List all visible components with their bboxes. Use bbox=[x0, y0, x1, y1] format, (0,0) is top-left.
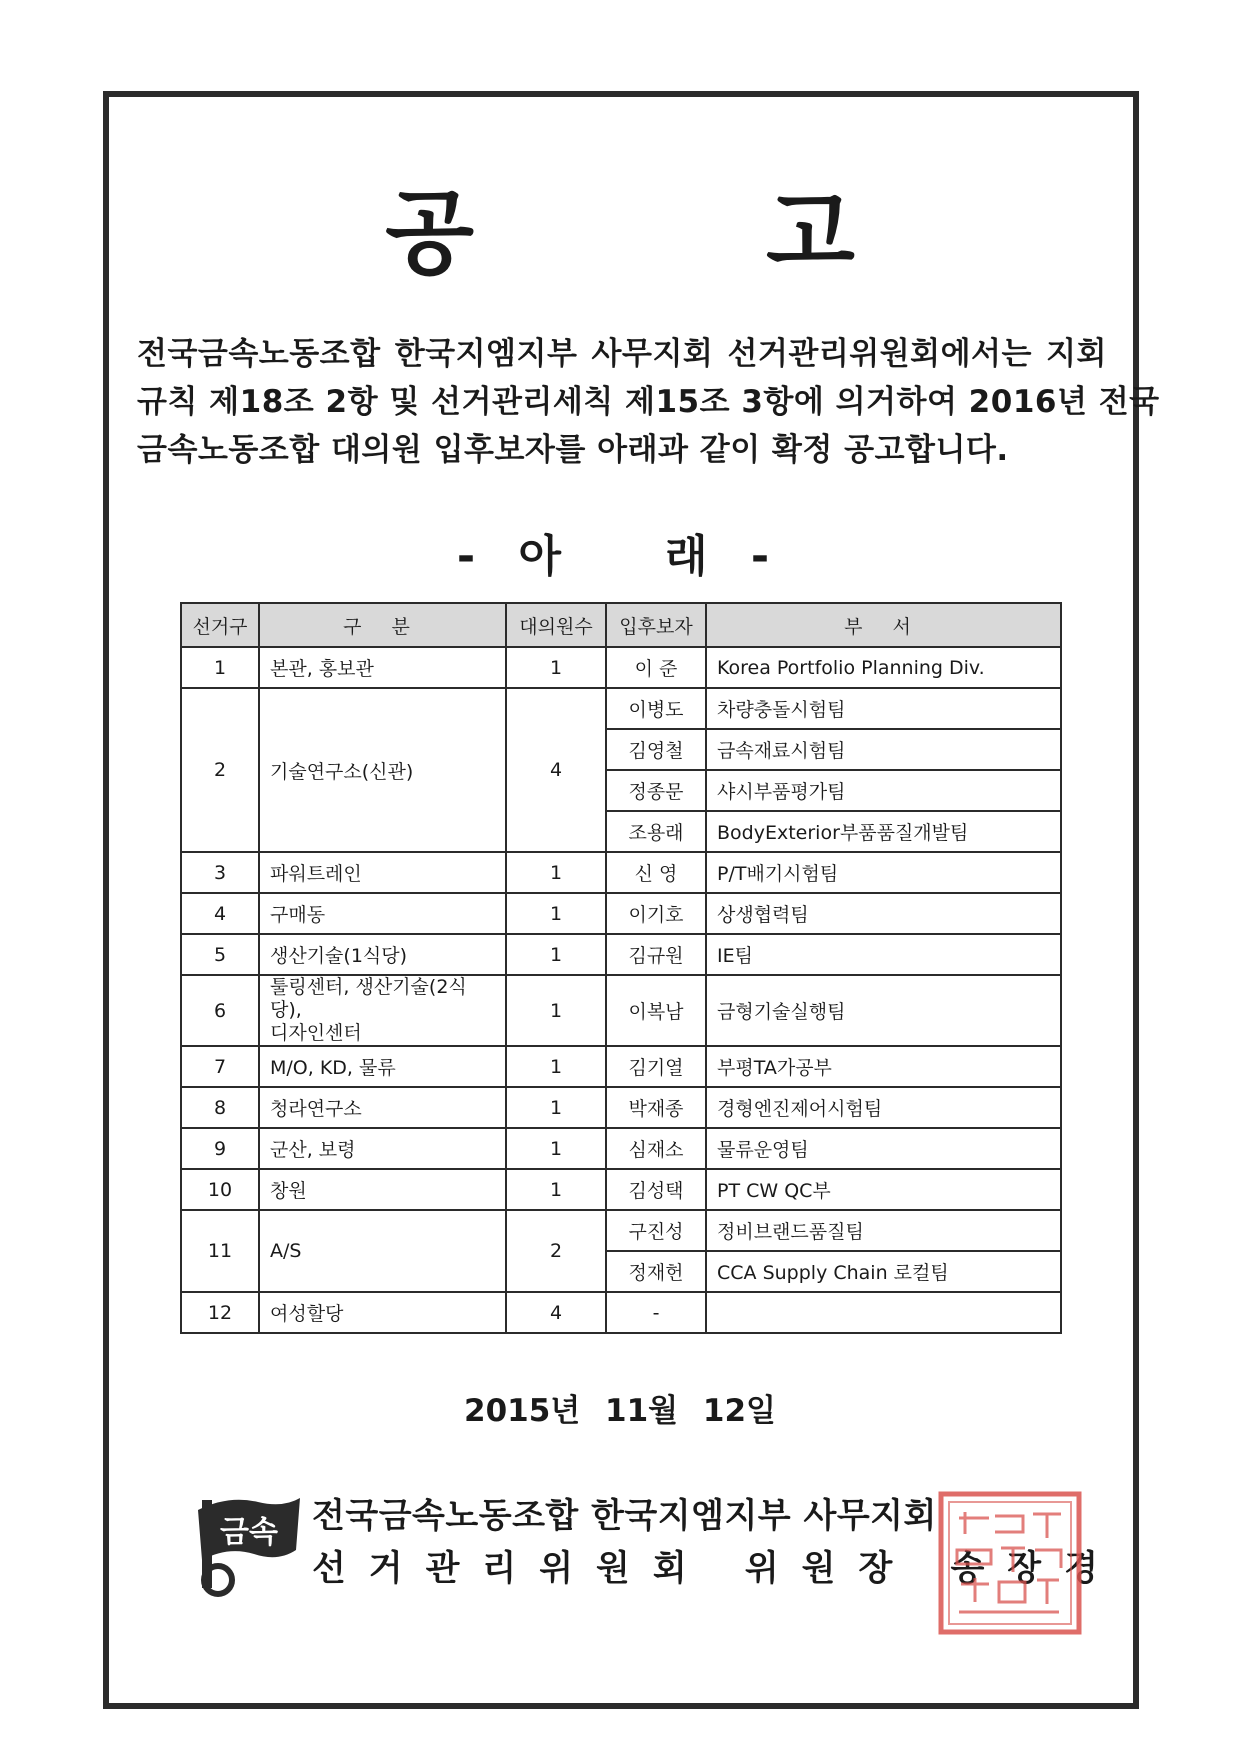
district-cell: 11 bbox=[181, 1210, 259, 1292]
department-cell: Korea Portfolio Planning Div. bbox=[706, 647, 1061, 688]
union-logo bbox=[188, 1480, 308, 1600]
department-cell: 경형엔진제어시험팀 bbox=[706, 1087, 1061, 1128]
candidate-cell: 구진성 bbox=[606, 1210, 706, 1251]
district-cell: 7 bbox=[181, 1046, 259, 1087]
department-cell: PT CW QC부 bbox=[706, 1169, 1061, 1210]
table-row bbox=[181, 893, 1061, 934]
candidate-cell: 김영철 bbox=[606, 729, 706, 770]
category-cell: 청라연구소 bbox=[259, 1087, 506, 1128]
table-row bbox=[181, 934, 1061, 975]
delegates-cell: 1 bbox=[506, 1087, 606, 1128]
category-line-2: 디자인센터 bbox=[270, 1022, 362, 1044]
district-cell: 5 bbox=[181, 934, 259, 975]
district-cell: 2 bbox=[181, 688, 259, 852]
delegates-cell: 4 bbox=[506, 1292, 606, 1333]
category-cell: 구매동 bbox=[259, 893, 506, 934]
department-cell: 물류운영팀 bbox=[706, 1128, 1061, 1169]
district-cell: 6 bbox=[181, 975, 259, 1046]
department-cell: 금속재료시험팀 bbox=[706, 729, 1061, 770]
table-row bbox=[181, 1087, 1061, 1128]
intro-line-2: 규칙 제18조 2항 및 선거관리세칙 제15조 3항에 의거하여 2016년 전국 bbox=[137, 384, 1160, 420]
department-cell: P/T배기시험팀 bbox=[706, 852, 1061, 893]
issuer-chairperson: 선거관리위원회 위원장 송장경 bbox=[312, 1549, 1121, 1589]
department-cell: 정비브랜드품질팀 bbox=[706, 1210, 1061, 1251]
table-row bbox=[181, 1169, 1061, 1210]
department-cell: 금형기술실행팀 bbox=[706, 975, 1061, 1046]
category-cell: A/S bbox=[259, 1210, 506, 1292]
delegates-cell: 2 bbox=[506, 1210, 606, 1292]
table-row bbox=[181, 647, 1061, 688]
seal-stamp-icon bbox=[935, 1488, 1085, 1638]
section-heading-left: - 아 bbox=[456, 531, 575, 582]
department-cell: CCA Supply Chain 로컬팀 bbox=[706, 1251, 1061, 1292]
delegates-cell: 1 bbox=[506, 975, 606, 1046]
union-flag-icon bbox=[188, 1480, 308, 1600]
table-row bbox=[181, 1128, 1061, 1169]
delegates-cell: 1 bbox=[506, 1169, 606, 1210]
table-header-row bbox=[181, 603, 1061, 647]
candidate-cell: 심재소 bbox=[606, 1128, 706, 1169]
header-category: 구 분 bbox=[259, 603, 506, 647]
candidate-cell: 김성택 bbox=[606, 1169, 706, 1210]
category-cell: 파워트레인 bbox=[259, 852, 506, 893]
district-cell: 9 bbox=[181, 1128, 259, 1169]
category-cell: M/O, KD, 물류 bbox=[259, 1046, 506, 1087]
page-title: 공 고 bbox=[385, 180, 985, 287]
intro-line-3: 금속노동조합 대의원 입후보자를 아래과 같이 확정 공고합니다. bbox=[137, 432, 1009, 468]
table-row bbox=[181, 1292, 1061, 1333]
district-cell: 10 bbox=[181, 1169, 259, 1210]
delegates-cell: 1 bbox=[506, 1046, 606, 1087]
district-cell: 4 bbox=[181, 893, 259, 934]
table-row bbox=[181, 852, 1061, 893]
delegates-cell: 1 bbox=[506, 852, 606, 893]
district-cell: 12 bbox=[181, 1292, 259, 1333]
table-row bbox=[181, 975, 1061, 1046]
table-row bbox=[181, 1046, 1061, 1087]
department-cell: BodyExterior부품품질개발팀 bbox=[706, 811, 1061, 852]
category-cell: 본관, 홍보관 bbox=[259, 647, 506, 688]
candidate-cell: 이 준 bbox=[606, 647, 706, 688]
intro-paragraph bbox=[137, 330, 1160, 474]
candidate-cell: 박재종 bbox=[606, 1087, 706, 1128]
category-cell bbox=[259, 975, 506, 1046]
candidate-cell: 정종문 bbox=[606, 770, 706, 811]
category-cell: 생산기술(1식당) bbox=[259, 934, 506, 975]
department-cell: 샤시부품평가팀 bbox=[706, 770, 1061, 811]
category-cell: 창원 bbox=[259, 1169, 506, 1210]
category-cell: 군산, 보령 bbox=[259, 1128, 506, 1169]
candidate-cell: 김기열 bbox=[606, 1046, 706, 1087]
candidate-cell: 김규원 bbox=[606, 934, 706, 975]
header-delegates: 대의원수 bbox=[506, 603, 606, 647]
candidate-cell: 조용래 bbox=[606, 811, 706, 852]
delegates-cell: 1 bbox=[506, 893, 606, 934]
header-district: 선거구 bbox=[181, 603, 259, 647]
section-heading-right: 래 - bbox=[665, 531, 784, 582]
candidate-cell: 정재헌 bbox=[606, 1251, 706, 1292]
table-row bbox=[181, 688, 1061, 729]
delegates-cell: 1 bbox=[506, 647, 606, 688]
official-seal bbox=[935, 1488, 1085, 1638]
district-cell: 1 bbox=[181, 647, 259, 688]
department-cell: IE팀 bbox=[706, 934, 1061, 975]
section-heading bbox=[0, 520, 1240, 584]
header-department: 부 서 bbox=[706, 603, 1061, 647]
delegates-cell: 1 bbox=[506, 1128, 606, 1169]
district-cell: 3 bbox=[181, 852, 259, 893]
department-cell: 차량충돌시험팀 bbox=[706, 688, 1061, 729]
delegates-cell: 4 bbox=[506, 688, 606, 852]
notice-date: 2015년 11월 12일 bbox=[464, 1393, 776, 1429]
category-cell: 여성할당 bbox=[259, 1292, 506, 1333]
issuer-organization: 전국금속노동조합 한국지엠지부 사무지회 bbox=[312, 1496, 937, 1536]
header-candidate: 입후보자 bbox=[606, 603, 706, 647]
candidate-cell: 이복남 bbox=[606, 975, 706, 1046]
department-cell: 상생협력팀 bbox=[706, 893, 1061, 934]
delegates-cell: 1 bbox=[506, 934, 606, 975]
candidate-cell: 이병도 bbox=[606, 688, 706, 729]
department-cell bbox=[706, 1292, 1061, 1333]
intro-line-1: 전국금속노동조합 한국지엠지부 사무지회 선거관리위원회에서는 지회 bbox=[137, 336, 1107, 372]
logo-text: 금속 bbox=[220, 1515, 278, 1550]
department-cell: 부평TA가공부 bbox=[706, 1046, 1061, 1087]
category-cell: 기술연구소(신관) bbox=[259, 688, 506, 852]
category-line-1: 툴링센터, 생산기술(2식당), bbox=[270, 976, 467, 1021]
table-row bbox=[181, 1210, 1061, 1251]
candidate-cell: - bbox=[606, 1292, 706, 1333]
candidate-cell: 이기호 bbox=[606, 893, 706, 934]
candidate-table bbox=[180, 602, 1062, 1334]
district-cell: 8 bbox=[181, 1087, 259, 1128]
candidate-cell: 신 영 bbox=[606, 852, 706, 893]
